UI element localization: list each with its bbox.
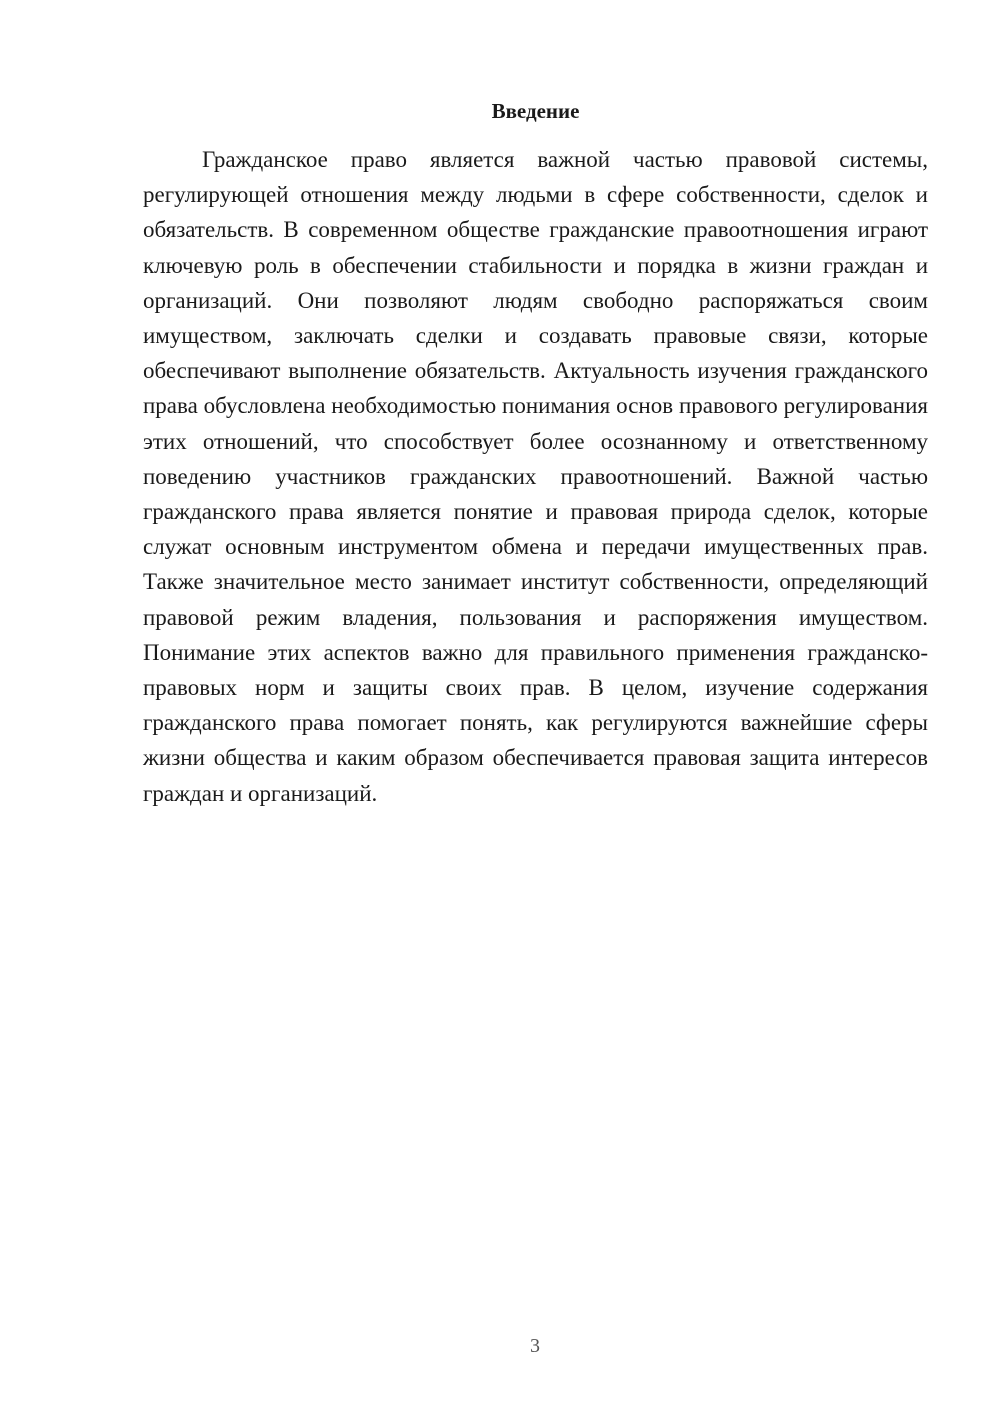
page-number: 3: [530, 1335, 540, 1357]
introduction-paragraph: Гражданское право является важной частью правовой системы, регулирующей отношения между людьми в сфере собственности, сделок и обязательств. В современном обществе гражданские правоотношения играют ключевую роль в обеспечении стабильности и порядка в жизни граждан и организаций. Они позволяют людям свободно распоряжаться своим имуществом, заключать сделки и создавать правовые связи, которые обеспечивают выполнение обязательств. Актуальность изучения гражданского права обусловлена необходимостью понимания основ правового регулирования этих отношений, что способствует более осознанному и ответственному поведению участников гражданских правоотношений. Важной частью гражданского права является понятие и правовая природа сделок, которые служат основным инструментом обмена и передачи имущественных прав. Также значительное место занимает институт собственности, определяющий правовой режим владения, пользования и распоряжения имуществом. Понимание этих аспектов важно для правильного применения гражданско-правовых норм и защиты своих прав. В целом, изучение содержания гражданского права помогает понять, как регулируются важнейшие сферы жизни общества и каким образом обеспечивается правовая защита интересов граждан и организаций.: [143, 147, 928, 806]
section-heading: Введение: [491, 99, 580, 123]
